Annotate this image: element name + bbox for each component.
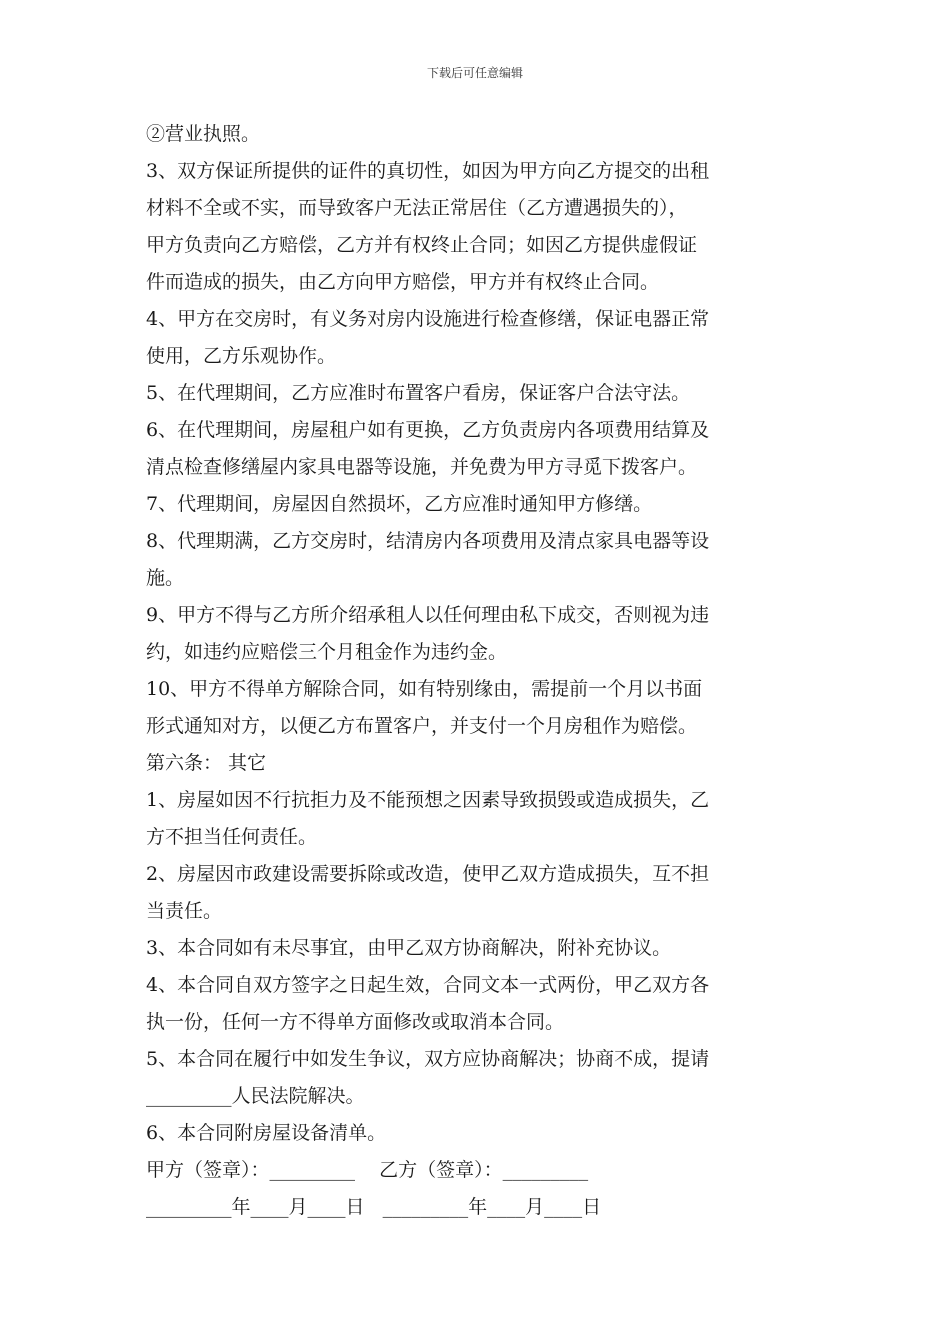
text-line: 7、代理期间，房屋因自然损坏，乙方应准时通知甲方修缮。 — [146, 493, 653, 515]
text-line: 5、本合同在履行中如发生争议，双方应协商解决；协商不成，提请 — [146, 1048, 710, 1070]
text-line: 10、甲方不得单方解除合同，如有特别缘由，需提前一个月以书面 — [146, 678, 703, 700]
text-line: 约，如违约应赔偿三个月租金作为违约金。 — [146, 641, 508, 663]
text-line: 甲方负责向乙方赔偿，乙方并有权终止合同；如因乙方提供虚假证 — [146, 234, 698, 256]
text-line: 5、在代理期间，乙方应准时布置客户看房，保证客户合法守法。 — [146, 382, 691, 404]
contract-body — [146, 116, 808, 1226]
text-line: 1、房屋如因不行抗拒力及不能预想之因素导致损毁或造成损失，乙 — [146, 789, 710, 811]
text-line: 使用，乙方乐观协作。 — [146, 345, 337, 367]
text-line: 当责任。 — [146, 900, 223, 922]
text-line: 执一份，任何一方不得单方面修改或取消本合同。 — [146, 1011, 565, 1033]
text-line: 件而造成的损失，由乙方向甲方赔偿，甲方并有权终止合同。 — [146, 271, 660, 293]
text-line: 3、双方保证所提供的证件的真切性，如因为甲方向乙方提交的出租 — [146, 160, 710, 182]
page-header: 下载后可任意编辑 — [426, 66, 523, 80]
text-line: 3、本合同如有未尽事宜，由甲乙双方协商解决，附补充协议。 — [146, 937, 672, 959]
text-line: 清点检查修缮屋内家具电器等设施，并免费为甲方寻觅下拨客户。 — [146, 456, 698, 478]
date-line: _________年____月____日 _________年____月____日 — [146, 1196, 602, 1218]
text-line: 2、房屋因市政建设需要拆除或改造，使甲乙双方造成损失，互不担 — [146, 863, 710, 885]
text-line: 形式通知对方，以便乙方布置客户，并支付一个月房租作为赔偿。 — [146, 715, 698, 737]
text-line: 9、甲方不得与乙方所介绍承租人以任何理由私下成交，否则视为违 — [146, 604, 710, 626]
section-heading: 第六条： 其它 — [146, 752, 267, 774]
text-line: 4、本合同自双方签字之日起生效，合同文本一式两份，甲乙双方各 — [146, 974, 710, 996]
text-line: 方不担当任何责任。 — [146, 826, 318, 848]
text-line: 6、在代理期间，房屋租户如有更换，乙方负责房内各项费用结算及 — [146, 419, 710, 441]
text-line: ②营业执照。 — [146, 123, 261, 145]
text-line: 施。 — [146, 567, 185, 589]
text-line: 4、甲方在交房时，有义务对房内设施进行检查修缮，保证电器正常 — [146, 308, 710, 330]
signature-line: 甲方（签章）：_________ 乙方（签章）：_________ — [146, 1159, 589, 1181]
text-line: 8、代理期满，乙方交房时，结清房内各项费用及清点家具电器等设 — [146, 530, 710, 552]
text-line: 6、本合同附房屋设备清单。 — [146, 1122, 387, 1144]
text-line: 材料不全或不实，而导致客户无法正常居住（乙方遭遇损失的）， — [146, 197, 688, 219]
text-line: _________人民法院解决。 — [146, 1085, 365, 1107]
